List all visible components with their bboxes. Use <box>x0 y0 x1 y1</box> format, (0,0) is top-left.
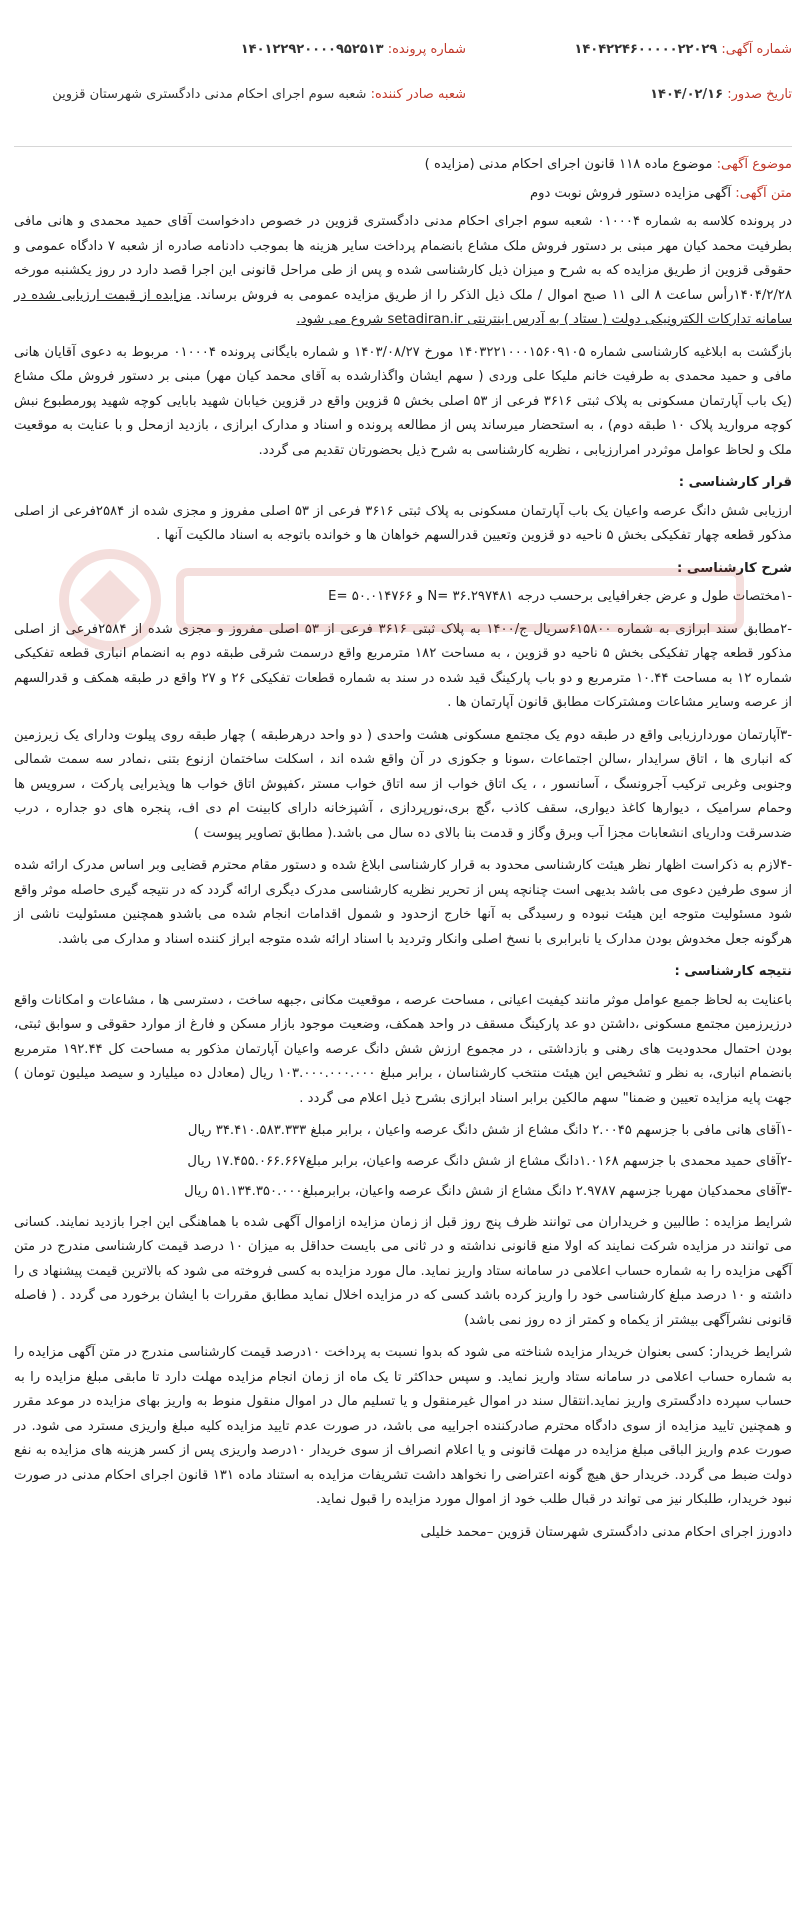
paragraph-liability: -۴لازم به ذکراست اظهار نظر هیئت کارشناسی محدود به قرار کارشناسی ابلاغ شده و دستور مقام محترم قضایی وبر اساس مدرک ارائه شده از سوی طرفین دعوی می باشد بدیهی است چنانچه پس از تحریر نظریه کارشناسی مدرک دیگری ارائه گردد که در نتیجه گیری حاصله موثر واقع شود مسئولیت متوجه این هیئت نبوده و رسیدگی به آنها خارج ازحدود و شمول اقدامات انجام شده می باشدو همچنین مسئولیت ناشی از هرگونه جعل مخدوش بودن مدارک یا نابرابری با نسخ اصلی وانکار وتردید با اسناد ارائه شده متوجه ابراز کننده اسناد و مدارک می باشد. <box>14 858 792 947</box>
issue-date-value: ۱۴۰۴/۰۲/۱۶ <box>650 87 724 102</box>
setad-link-text[interactable]: مزایده از قیمت ارزیابی شده در سامانه تدارکات الکترونیکی دولت ( ستاد ) به آدرس اینترنتی setadiran.ir شروع می شود. <box>14 287 792 327</box>
notice-body <box>14 153 792 1545</box>
paragraph-coordinates: -۱مختصات طول و عرض جغرافیایی برحسب درجه N= ۳۶.۲۹۷۴۸۱ و E= ۵۰.۰۱۴۷۶۶ <box>328 589 792 604</box>
issue-date <box>650 85 792 105</box>
signature: دادورز اجرای احکام مدنی دادگستری شهرستان قزوین –محمد خلیلی <box>420 1524 792 1540</box>
paragraph-auction-conditions: شرایط مزایده : طالبین و خریداران می توانند ظرف پنج روز قبل از زمان مزایده ازاموال آگهی شده با هماهنگی این اجرا بازدید نمایند. کسانی می توانند در مزایده شرکت نمایند که اولا منع قانونی نداشته و در ثانی می بایست حداقل به میزان ۱۰ درصد قیمت کارشناسی مندرج در متن آگهی مزایده را به شماره حساب اعلامی در سامانه ستاد واریز نماید. مال مورد مزایده به کسی فروخته می شود که بالاترین قیمت پیشنهاد ی را داشته و ۱۰ درصد مبلغ کارشناسی خود را واریز کرده باشد کسی که در مزایده اخلال نماید مطابق مقررات با ایشان برخورد می گردد . ( فاصله قانونی نشرآگهی بیشتر از یکماه و کمتر از ده روز نمی باشد) <box>14 1214 792 1328</box>
intro-text: در پرونده کلاسه به شماره ۰۱۰۰۰۴ شعبه سوم اجرای احکام مدنی دادگستری قزوین در خصوص دادخواست آقای حمید محمدی و هانی مافی بطرفیت محمد کیان مهر مبنی بر دستور فروش ملک مشاع بانضمام پرداخت سایر هزینه ها بموجب دادنامه صادره از شعبه ۷ دادگاه عمومی و حقوقی قزوین از طریق مزایده که به شرح و میزان ذیل کارشناسی شده و پس از طی مراحل قانونی این اجرا قصد دارد در روز یکشنبه مورخه ۱۴۰۴/۲/۲۸رأس ساعت ۸ الی ۱۱ صبح اموال / ملک ذیل الذکر را از طریق مزایده عمومی به فروش برساند. <box>14 214 793 303</box>
notice-header <box>14 14 792 146</box>
paragraph-expert-order: ارزیابی شش دانگ عرصه واعیان یک باب آپارتمان مسکونی به پلاک ثبتی ۳۶۱۶ فرعی از ۵۳ اصلی مفروز و مجزی شده از ۲۵۸۴فرعی از اصلی مذکور قطعه چهار تفکیکی بخش ۵ ناحیه دو قزوین وتعیین قدرالسهم خواهان ها و خوانده باتوجه به اسناد مالکیت آنها . <box>14 503 792 543</box>
issuing-branch-value: شعبه سوم اجرای احکام مدنی دادگستری شهرستان قزوین <box>52 87 367 102</box>
case-number <box>241 40 466 60</box>
subject-value: موضوع ماده ۱۱۸ قانون اجرای احکام مدنی (مزایده ) <box>424 157 713 172</box>
issuing-branch-label: شعبه صادر کننده: <box>370 87 466 102</box>
heading-expert-order: قرار کارشناسی : <box>678 475 792 490</box>
subject-line <box>14 153 792 178</box>
issue-date-label: تاریخ صدور: <box>727 87 792 102</box>
body-title-value: آگهی مزایده دستور فروش نوبت دوم <box>529 185 732 201</box>
paragraph-buyer-conditions: شرایط خریدار: کسی بعنوان خریدار مزایده شناخته می شود که بدوا نسبت به پرداخت ۱۰درصد قیمت کارشناسی مندرج در متن آگهی مزایده را به شماره حساب اعلامی در سامانه ستاد واریز نماید. و سپس حداکثر تا یک ماه از زمان انجام مزایده مهلت دارد تا مابقی مبلغ مزایده را به حساب سپرده دادگستری واریز نماید.انتقال سند در اموال غیرمنقول و یا تسلیم مال در اموال منقول منوط به واریز بهای مزایده در موعد مقرر و همچنین تایید مزایده از سوی دادگاه محترم صادرکننده اجراییه می باشد، در صورت عدم تایید مزایده کلیه مبلغ واریزی مسترد می شود. در صورت عدم واریز الباقی مبلغ مزایده در مهلت قانونی و یا اعلام انصراف از سوی خریدار ۱۰درصد واریزی پس از کسر هزینه های مزایده به نفع دولت ضبط می گردد. خریدار حق هیچ گونه اعتراضی را نخواهد داشت تشریفات مزایده به استناد ماده ۱۳۱ قانون اجرای احکام مدنی در صورت نبود خریدار، طلبکار نیز می تواند در قبال طلب خود از اموال مورد مزایده را قبول نماید. <box>14 1345 792 1507</box>
case-number-label: شماره پرونده: <box>387 42 466 57</box>
notice-number-value: ۱۴۰۴۲۲۴۶۰۰۰۰۰۲۲۰۲۹ <box>574 42 718 57</box>
notice-number <box>574 40 792 60</box>
paragraph-report-reference: بازگشت به ابلاغیه کارشناسی شماره ۱۴۰۳۲۲۱۰۰۰۱۵۶۰۹۱۰۵ مورخ ۱۴۰۳/۰۸/۲۷ و شماره بایگانی پرونده ۰۱۰۰۰۴ مربوط به دعوی آقایان هانی مافی و حمید محمدی به طرفیت خانم ملیکا علی وردی ( سهم ایشان واگذارشده به آقای محمد کیان مهر) مبنی بر دستور فروش ملک مشاع (یک باب آپارتمان مسکونی به پلاک ثبتی ۳۶۱۶ فرعی از ۵۳ اصلی بخش ۵ قزوین واقع در قزوین خیابان شهید بابایی کوچه شهید پورمطبوع نبش کوچه مروارید پلاک ۱۰ طبقه دوم) ، به استحضار میرساند پس از مطالعه پرونده و اسناد و مدارک ابرازی ، بازدید ازمحل و با عنایت به موقعیت ملک و لحاظ عوامل موثردر امرارزیابی ، نظریه کارشناسی به شرح ذیل بحضورتان تقدیم می گردد. <box>14 344 792 458</box>
paragraph-apartment-details: -۳آپارتمان موردارزیابی واقع در طبقه دوم یک مجتمع مسکونی هشت واحدی ( دو واحد درهرطبقه ) چهار طبقه روی پیلوت ودارای یک زیرزمین که انباری ها ، اتاق سرایدار ،سالن اجتماعات ،سونا و جکوزی در آن واقع شده اند ، اسکلت ساختمان ازنوع بتنی ،نمادر سه سمت شمالی وجنوبی وغربی ترکیب آجرونسگ ، آسانسور ، ، یک اتاق خواب از سه اتاق خواب مستر ،کفپوش اتاق خواب ها وپذیرایی پارکت ، سرویس ها وحمام سرامیک ، دیوارها کاغذ دیواری، سقف کاذب ،گچ بری،نورپردازی ، آشپزخانه دارای کابینت ام دی اف، پنجره های دو جداره ، درب ضدسرقت وداریای انشعابات مجزا آب وبرق وگاز و قدمت بنا بالای ده سال می باشد.( مطابق تصاویر پیوست ) <box>14 727 792 841</box>
body-title-line <box>14 182 792 207</box>
heading-expert-description: شرح کارشناسی : <box>677 560 792 576</box>
paragraph-intro <box>14 210 792 333</box>
share-row: -۳آقای محمدکیان مهربا جزسهم ۲.۹۷۸۷ دانگ مشاع از شش دانگ عرصه واعیان، برابرمبلغ۵۱.۱۳۴.۳۵۰.۰۰۰ ریال <box>184 1184 792 1199</box>
subject-label: موضوع آگهی: <box>716 157 792 172</box>
paragraph-valuation: باعنایت به لحاظ جمیع عوامل موثر مانند کیفیت اعیانی ، مساحت عرصه ، موقعیت مکانی ،جبهه ساخت ، دسترسی ها ، مشاعات و امکانات واقع درزیرزمین مجتمع مسکونی ،داشتن دو عد پارکینگ مسقف در واحد همکف، وضعیت موجود بازار مسکن و فارغ از موارد حقوقی و سوابق ثبتی، بودن احتمال محدودیت های رهنی و بازداشتی ، در مجموع ارزش شش دانگ عرصه واعیان آپارتمان مذکور به مساحت کل ۱۹۲.۴۴ مترمربع بانضمام انباری، به نظر و تشخیص این هیئت منتخب کارشناسان ، برابر مبلغ ۱۰۳.۰۰۰.۰۰۰.۰۰۰ ریال (معادل ده میلیارد و سیصد میلیون تومان ) جهت پایه مزایده تعیین و ضمنا" سهم مالکین برابر اسناد ابرازی بشرح ذیل اعلام می گردد . <box>14 992 793 1106</box>
share-row: -۱آقای هانی مافی با جزسهم ۲.۰۰۴۵ دانگ مشاع از شش دانگ عرصه واعیان ، برابر مبلغ ۳۴.۴۱۰.۵۸۳.۳۳۳ ریال <box>187 1123 792 1138</box>
heading-expert-result: نتیجه کارشناسی : <box>674 964 792 979</box>
notice-number-label: شماره آگهی: <box>721 42 792 57</box>
paragraph-deed: -۲مطابق سند ابرازی به شماره ۶۱۵۸۰۰سریال ج/۱۴۰۰ به پلاک ثبتی ۳۶۱۶ فرعی از ۵۳ اصلی مفروز و مجزی شده از ۲۵۸۴فرعی از اصلی مذکور قطعه چهار تفکیکی بخش ۵ ناحیه دو قزوین ، به مساحت ۱۸۲ مترمربع واقع درسمت شرقی طبقه دوم به انضمام انباری قطعه تفکیکی شماره ۱۲ به مساحت ۱۰.۴۴ مترمربع و دو باب پارکینگ قید شده در سند به شماره قطعات تفکیکی ۲۶ و ۲۷ واقع در طبقه همکف و قدرالسهم از عرصه وسایر مشاعات ومشترکات مطابق قانون آپارتمان ها . <box>14 621 793 710</box>
header-divider <box>14 146 792 147</box>
body-title-label: متن آگهی: <box>735 185 792 201</box>
case-number-value: ۱۴۰۱۲۲۹۲۰۰۰۰۹۵۲۵۱۳ <box>240 42 384 57</box>
issuing-branch <box>52 85 466 105</box>
share-row: -۲آقای حمید محمدی با جزسهم ۱.۰۱۶۸دانگ مشاع از شش دانگ عرصه واعیان، برابر مبلغ۱۷.۴۵۵.۰۶۶.۶۶۷ ریال <box>187 1153 792 1169</box>
